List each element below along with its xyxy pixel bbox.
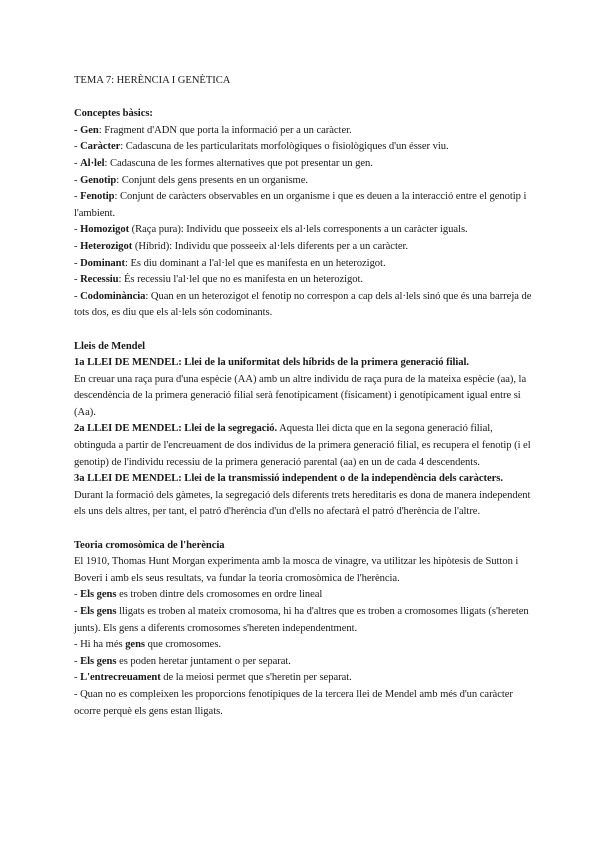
- concept-term: Heterozigot: [80, 240, 133, 252]
- law3-text: Durant la formació dels gàmetes, la segregació dels diferents trets hereditaris es dona de manera independent els uns dels altres, per tant, el patró d'herència d'un d'ells no afectarà el patró d'herència de l'altre.: [74, 489, 531, 518]
- theory-item-bold: gens: [125, 639, 146, 651]
- law2-paragraph: [74, 421, 534, 471]
- concept-definition: (Híbrid): Individu que posseeix al·lels diferents per a un caràcter.: [132, 240, 408, 252]
- concept-dash: -: [74, 257, 81, 269]
- concept-term: Caràcter: [80, 141, 121, 153]
- law2-text: Aquesta llei dicta que en la segona generació filial, obtinguda a partir de l'encreuament de dos individus de la primera generació filial, es recupera el fenotip (i el genotip) de l'individu recessiu de la primera generació parental (aa) en un de cada 4 descendents.: [74, 423, 531, 468]
- concept-term: Al·lel: [80, 157, 105, 169]
- concept-definition: : Es diu dominant a l'al·lel que es manifesta en un heterozigot.: [125, 257, 386, 269]
- concept-term: Fenotip: [80, 191, 115, 203]
- concept-term: Codominància: [80, 290, 146, 302]
- law3-label: 3a LLEI DE MENDEL:: [74, 473, 182, 485]
- concept-item: [74, 123, 534, 140]
- concept-dash: -: [74, 157, 81, 169]
- concepts-list: [74, 123, 534, 322]
- theory-item-post: es troben dintre dels cromosomes en ordre lineal: [116, 589, 323, 601]
- theory-item-pre: - Hi ha més: [74, 639, 126, 651]
- theory-item-post: que cromosomes.: [145, 639, 222, 651]
- law1-heading: [74, 355, 534, 372]
- concept-dash: -: [74, 274, 81, 286]
- concept-definition: : Conjunt dels gens presents en un organisme.: [116, 174, 308, 186]
- concept-item: [74, 256, 534, 273]
- theory-item-pre: - Quan no es compleixen les proporcions fenotípiques de la tercera llei de Mendel amb més d'un caràcter ocorre perquè els gens estan lligats.: [74, 688, 513, 717]
- concept-item: [74, 173, 534, 190]
- theory-list: [74, 587, 534, 720]
- theory-item: [74, 587, 534, 604]
- theory-intro: El 1910, Thomas Hunt Morgan experimenta amb la mosca de vinagre, va utilitzar les hipòtesis de Sutton i Boveri i amb els seus resultats, va fundar la teoria cromosòmica de l'herència.: [74, 556, 519, 584]
- theory-item: [74, 654, 534, 671]
- concept-definition: : Conjunt de caràcters observables en un organisme i que es deuen a la interacció entre el genotip i l'ambient.: [74, 191, 527, 219]
- theory-item-pre: -: [74, 672, 81, 684]
- concept-term: Gen: [80, 124, 99, 136]
- theory-item: [74, 670, 534, 687]
- concept-dash: -: [74, 290, 81, 302]
- theory-item-bold: Els gens: [80, 606, 117, 617]
- concept-item: [74, 189, 534, 222]
- law3-heading: [74, 471, 534, 488]
- concept-definition: : Cadascuna de les formes alternatives que pot presentar un gen.: [104, 157, 373, 169]
- concepts-heading: Conceptes bàsics:: [74, 108, 153, 120]
- theory-item-post: lligats es troben al mateix cromosoma, hi ha d'altres que es troben a cromosomes lligats (s'hereten junts). Els gens a diferents cromosomes s'hereten independentment.: [74, 606, 529, 634]
- theory-item-bold: Els gens: [80, 655, 117, 667]
- concept-definition: : Quan en un heterozigot el fenotip no correspon a cap dels al·lels sinó que és una barreja de tots dos, es diu que els al·lels són codominants.: [74, 290, 532, 319]
- law3-name: Llei de la transmissió independent o de la independència dels caràcters.: [181, 473, 503, 485]
- law2-name: Llei de la segregació.: [181, 423, 278, 435]
- concept-item: [74, 239, 534, 256]
- theory-item-bold: Els gens: [80, 589, 117, 601]
- theory-item: [74, 604, 534, 637]
- concept-definition: : Cadascuna de les particularitats morfològiques o fisiològiques d'un ésser viu.: [120, 141, 449, 153]
- concept-item: [74, 222, 534, 239]
- theory-item-post: de la meiosi permet que s'heretin per separat.: [160, 672, 352, 684]
- theory-item-pre: -: [74, 655, 81, 667]
- document-content: [74, 73, 534, 720]
- concept-dash: -: [74, 124, 81, 136]
- law1-name: Llei de la uniformitat dels híbrids de la primera generació filial.: [181, 357, 470, 369]
- concept-dash: -: [74, 174, 81, 186]
- concept-item: [74, 139, 534, 156]
- law2-label: 2a LLEI DE MENDEL:: [74, 423, 182, 435]
- mendel-heading: Lleis de Mendel: [74, 340, 146, 352]
- concept-term: Recessiu: [80, 274, 119, 286]
- concept-item: [74, 272, 534, 289]
- concept-term: Homozigot: [80, 224, 130, 236]
- theory-item-pre: -: [74, 606, 81, 617]
- concept-definition: (Raça pura): Individu que posseeix els al·lels corresponents a un caràcter iguals.: [129, 224, 468, 236]
- concept-dash: -: [74, 224, 81, 236]
- concept-item: [74, 156, 534, 173]
- concept-term: Dominant: [80, 257, 126, 269]
- concept-term: Genotip: [80, 174, 117, 186]
- theory-item-pre: -: [74, 589, 81, 601]
- theory-heading: Teoria cromosòmica de l'herència: [74, 539, 225, 551]
- concept-definition: : És recessiu l'al·lel que no es manifesta en un heterozigot.: [118, 274, 364, 286]
- theory-item: [74, 687, 534, 720]
- concept-dash: -: [74, 240, 81, 252]
- theory-item-post: es poden heretar juntament o per separat.: [116, 655, 291, 667]
- spacer: [74, 521, 534, 538]
- page-title: TEMA 7: HERÈNCIA I GENÈTICA: [74, 75, 231, 86]
- law1-label: 1a LLEI DE MENDEL:: [74, 357, 182, 369]
- theory-item-bold: L'entrecreuament: [80, 672, 161, 684]
- concept-dash: -: [74, 191, 81, 203]
- concept-item: [74, 289, 534, 322]
- theory-item: [74, 637, 534, 654]
- concept-definition: : Fragment d'ADN que porta la informació per a un caràcter.: [98, 124, 352, 136]
- law1-text: En creuar una raça pura d'una espècie (AA) amb un altre individu de raça pura de la mateixa espècie (aa), la descendència de la primera generació filial serà fenotípicament (físicament) i genotípicament igual entre si (Aa).: [74, 373, 527, 418]
- spacer: [74, 322, 534, 339]
- concept-dash: -: [74, 141, 81, 153]
